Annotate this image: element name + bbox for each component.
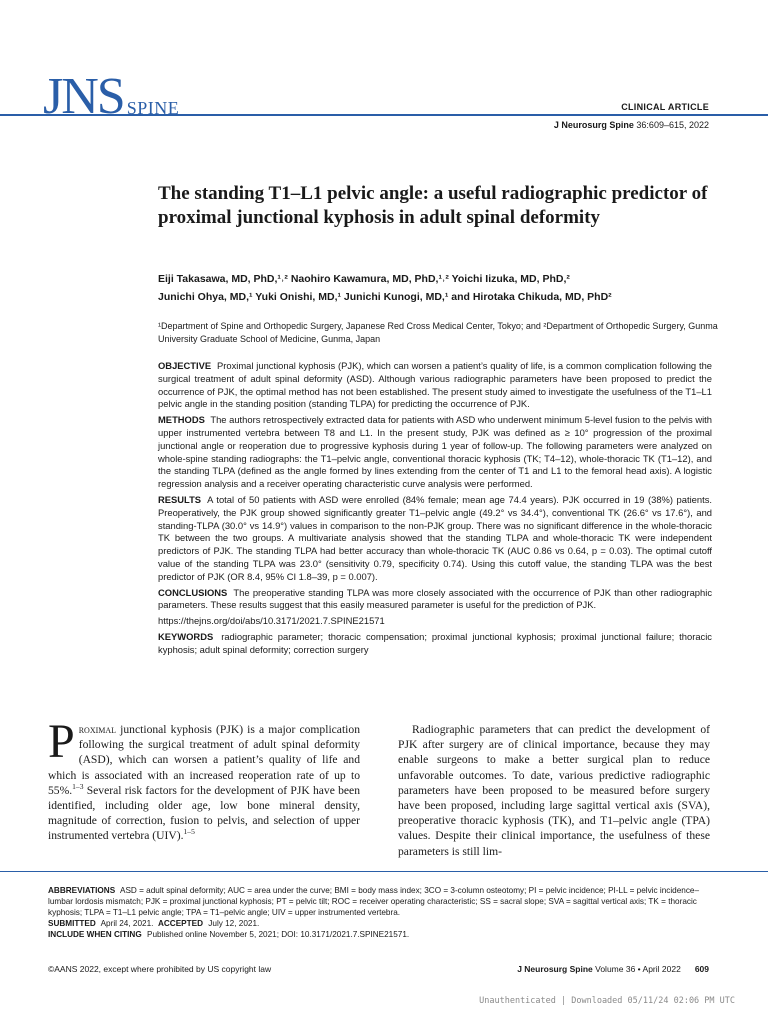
smallcaps-lead: roximal <box>78 723 117 736</box>
results-label: RESULTS <box>158 493 202 505</box>
abbreviations <box>48 885 712 918</box>
intro-text-1: junctional kyphosis (PJK) is a major complication following the surgical treatment of adult spinal deformity (ASD), which can worsen a patient’s quality of life and which is associated with an increased reoperation rate of up to 55%. <box>48 723 360 797</box>
page-footer <box>517 964 709 974</box>
footer-issue: Volume 36 • April 2022 <box>592 964 681 974</box>
affiliations: ¹Department of Spine and Orthopedic Surgery, Japanese Red Cross Medical Center, Tokyo; and ²Department of Orthopedic Surgery, Gunma University Graduate School of Medicine, Gunma, Japan <box>158 321 718 344</box>
abstract-conclusions <box>158 587 712 613</box>
accepted-date: July 12, 2021. <box>208 919 260 928</box>
copyright-notice: ©AANS 2022, except where prohibited by US copyright law <box>48 964 272 974</box>
journal-volume-pages: 36:609–615, 2022 <box>633 120 709 130</box>
keywords-label: KEYWORDS <box>158 630 214 642</box>
abstract-methods <box>158 414 712 491</box>
abstract-keywords <box>158 631 712 657</box>
abstract-objective <box>158 360 712 411</box>
results-text: A total of 50 patients with ASD were enrolled (84% female; mean age 74.4 years). PJK occurred in 19 (38%) patients. Preoperatively, the PJK group showed significantly greater T1–pelvic angle (49.2° vs 34.4°), conventional TK (26.6° vs 17.6°), and standing-TLPA (30.0° vs 14.9°) values in comparison to the non-PJK group. There was no significant difference in the whole-thoracic TK between the two groups. A multivariate analysis showed that the standing TLPA and whole-thoracic TK were independent predictors of PJK. The standing TLPA had better accuracy than whole-thoracic TK (AUC 0.86 vs 0.64, p = 0.03). The optimal cutoff value of the standing TLPA was 23.0° (sensitivity 0.79, specificity 0.74). Using this cutoff value, the standing TLPA was the best predictor of PJK (OR 8.4, 95% CI 1.8–39, p = 0.007). <box>158 493 712 582</box>
logo-jns: JNS <box>43 68 124 125</box>
submitted-label: SUBMITTED <box>48 919 96 928</box>
accepted-label: ACCEPTED <box>157 919 204 928</box>
article-title: The standing T1–L1 pelvic angle: a useful radiographic predictor of proximal junctional kyphosis in adult spinal deformity <box>158 183 708 228</box>
footer-journal: J Neurosurg Spine <box>517 964 593 974</box>
author-list <box>158 270 718 306</box>
drop-cap: P <box>48 715 75 768</box>
abstract-results <box>158 494 712 584</box>
submission-dates <box>48 918 712 929</box>
journal-logo[interactable] <box>43 68 180 125</box>
footnotes <box>48 885 712 940</box>
keywords-text: radiographic parameter; thoracic compensation; proximal junctional kyphosis; proximal junctional failure; thoracic kyphosis; adult spinal deformity; correction surgery <box>158 630 712 655</box>
journal-name: J Neurosurg Spine <box>553 120 634 130</box>
methods-label: METHODS <box>158 414 205 426</box>
body-column-right: Radiographic parameters that can predict the development of PJK after surgery are of clinical importance, because they may enable surgeons to make a better surgical plan to reduce unfavorable outcomes. To date, various predictive radiographic parameters have been proposed to be measured before surgery have been proposed, including large sagittal vertical axis (SVA), preoperative thoracic kyphosis (TK), and T1–pelvic angle (TPA) values. Despite their clinical importance, the usefulness of these parameters is still lim- <box>398 723 710 858</box>
citation-ref[interactable]: 1–3 <box>72 781 84 791</box>
page-number: 609 <box>694 964 709 974</box>
citing-text: Published online November 5, 2021; DOI: 10.3171/2021.7.SPINE21571. <box>146 930 410 939</box>
footnote-rule <box>0 871 768 872</box>
citation-ref[interactable]: 1–5 <box>183 827 195 837</box>
body-column-left <box>48 715 360 844</box>
intro-text-2: Several risk factors for the development of PJK have been identified, including older age, low bone mineral density, magnitude of correction, fusion to pelvis, and selection of upper instrumented vertebra (UIV). <box>48 783 360 843</box>
submitted-date: April 24, 2021. <box>100 919 154 928</box>
abbreviations-text: ASD = adult spinal deformity; AUC = area under the curve; BMI = body mass index; 3CO = 3-column osteotomy; PI = pelvic incidence; PI-LL = pelvic incidence–lumbar lordosis mismatch; PJK = proximal junctional kyphosis; PT = pelvic tilt; ROC = receiver operating characteristic; SS = sacral slope; SVA = sagittal vertical axis; TK = thoracic kyphosis; TLPA = T1–L1 pelvic angle; TPA = T1–pelvic angle; UIV = upper instrumented vertebra. <box>48 886 700 917</box>
citing-label: INCLUDE WHEN CITING <box>48 930 142 939</box>
abbreviations-label: ABBREVIATIONS <box>48 886 116 895</box>
article-type: CLINICAL ARTICLE <box>621 102 709 112</box>
doi-link[interactable]: https://thejns.org/doi/abs/10.3171/2021.7.SPINE21571 <box>158 615 385 627</box>
author-line-2: Junichi Ohya, MD,¹ Yuki Onishi, MD,¹ Junichi Kunogi, MD,¹ and Hirotaka Chikuda, MD, PhD² <box>158 291 612 303</box>
objective-label: OBJECTIVE <box>158 360 212 371</box>
download-watermark: Unauthenticated | Downloaded 05/11/24 02:06 PM UTC <box>479 996 735 1006</box>
abstract <box>158 360 712 660</box>
conclusions-text: The preoperative standing TLPA was more closely associated with the occurrence of PJK than other radiographic parameters. These results suggest that this easily measured parameter is useful for the prediction of PJK. <box>158 586 713 611</box>
journal-citation <box>554 120 709 130</box>
author-line-1: Eiji Takasawa, MD, PhD,¹˒² Naohiro Kawamura, MD, PhD,¹˒² Yoichi Iizuka, MD, PhD,² <box>158 273 570 285</box>
citing-info <box>48 929 712 940</box>
conclusions-label: CONCLUSIONS <box>158 586 228 598</box>
objective-text: Proximal junctional kyphosis (PJK), which can worsen a patient’s quality of life, is a common complication following the surgical treatment of adult spinal deformity (ASD). Although various radiographic parameters have been proposed to predict the occurrence of PJK, the optimal method has not been established. The present study aimed to investigate the usefulness of the T1–L1 pelvic angle in the standing position (standing TLPA) for predicting the occurrence of PJK. <box>158 360 713 410</box>
methods-text: The authors retrospectively extracted data for patients with ASD who underwent minimum 5-level fusion to the pelvis with upper instrumented vertebra between T8 and L1. In the present study, PJK was defined as ≥ 10° progression of the proximal junctional angle or reoperation due to progressive kyphosis during 1 year of follow-up. The following parameters were analyzed on whole-spine standing radiographs: the T1–pelvic angle, conventional thoracic kyphosis (TK; T4–12), whole-thoracic TK (T1–12), and the standing TLPA (defined as the angle formed by lines extending from the center of T1 and L1 to the femoral head axis). A logistic regression analysis and a receiver operating characteristic curve analysis were performed. <box>158 414 712 490</box>
logo-spine: SPINE <box>126 98 180 118</box>
